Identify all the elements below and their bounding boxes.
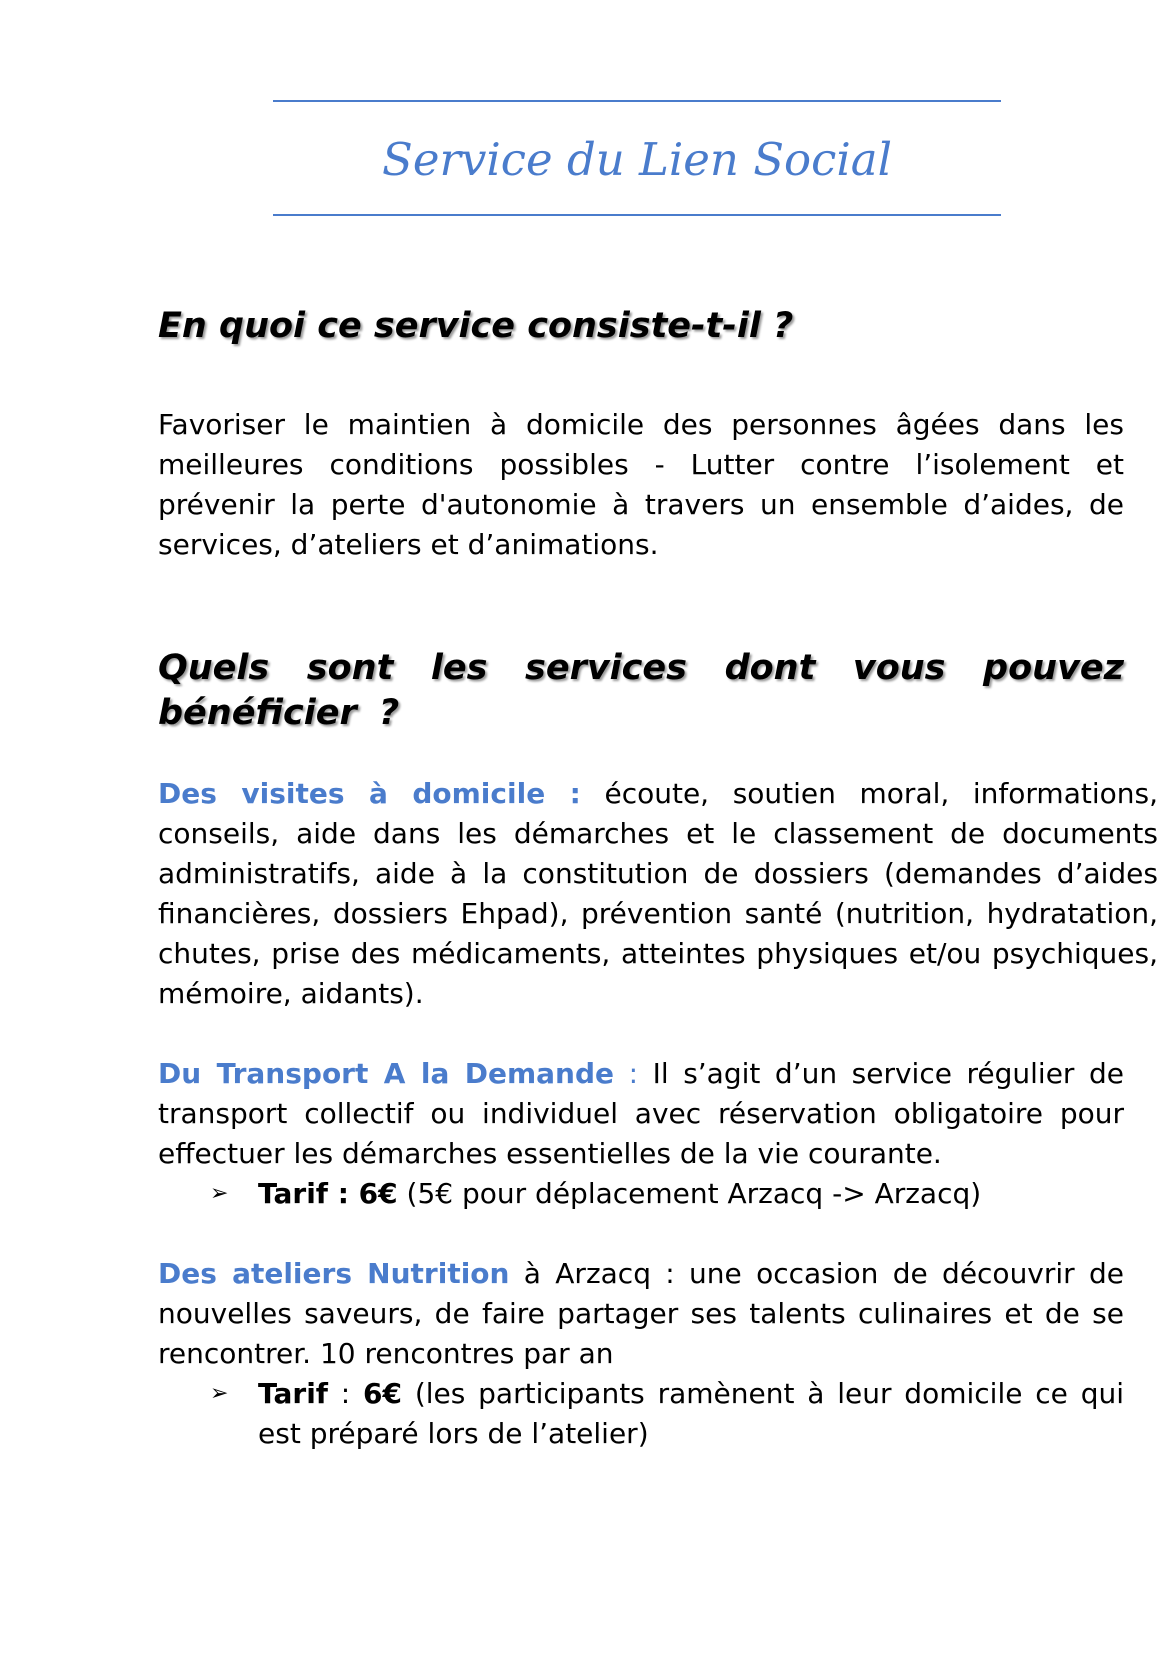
transport-text: Il s’agit d’un service régulier de transport collectif ou individuel avec réservation obligatoire pour effectuer les démarches essentielles de la vie courante. [158,1057,1125,1170]
transport-paragraph [158,1054,1124,1174]
nutrition-tariff-word: Tarif [258,1377,328,1410]
nutrition-text: à Arzacq : une occasion de découvrir de nouvelles saveurs, de faire partager ses talents culinaires et de se rencontrer. 10 rencontres par an [158,1257,1125,1370]
section-heading-services: Quels sont les services dont vous pouvez bénéficier ? [158,648,1124,733]
arrow-bullet-icon: ➢ [210,1381,229,1406]
title-top-rule [273,100,1001,102]
document-body [158,304,1158,1454]
home-visits-text: écoute, soutien moral, informations, conseils, aide dans les démarches et le classement de documents administratifs, aide à la constitution de dossiers (demandes d’aides financières, dossiers Ehpad), prévention santé (nutrition, hydratation, chutes, prise des médicaments, atteintes physiques et/ou psychiques, mémoire, aidants). [158,777,1158,1010]
intro-paragraph: Favoriser le maintien à domicile des personnes âgées dans les meilleures conditions possibles - Lutter contre l’isolement et prévenir la perte d'autonomie à travers un ensemble d’aides, de services, d’ateliers et d’animations. [158,408,1124,561]
section-heading-what: En quoi ce service consiste-t-il ? [158,306,794,346]
title-bottom-rule [273,214,1001,216]
document-title: Service du Lien Social [382,133,892,186]
nutrition-tariff-colon: : [327,1377,364,1410]
transport-tariff-detail: (5€ pour déplacement Arzacq -> Arzacq) [397,1177,982,1210]
nutrition-tariff-item [210,1374,1124,1454]
nutrition-tariff-detail: (les participants ramènent à leur domicile ce qui est préparé lors de l’atelier) [258,1377,1124,1450]
home-visits-label: Des visites à domicile : [158,777,581,810]
nutrition-label: Des ateliers Nutrition [158,1257,510,1290]
nutrition-tariff-price: 6€ [363,1377,403,1410]
nutrition-workshops-paragraph [158,1254,1124,1374]
transport-tariff-label: Tarif : 6€ [258,1177,398,1210]
transport-tariff-item [210,1174,1124,1214]
transport-label: Du Transport A la Demande [158,1057,615,1090]
arrow-bullet-icon: ➢ [210,1181,229,1206]
transport-separator: : [614,1057,653,1090]
home-visits-paragraph [158,774,1158,1014]
